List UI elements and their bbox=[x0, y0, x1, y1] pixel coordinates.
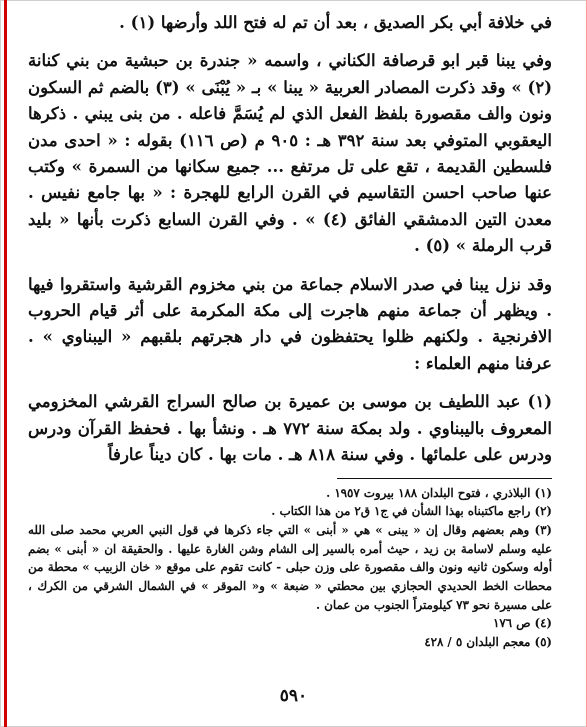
footnote-1: (١) البلاذري ، فتوح البلدان ١٨٨ بيروت ١٩٥٧ . bbox=[326, 485, 552, 500]
document-page bbox=[28, 10, 552, 652]
paragraph-1: في خلافة أبي بكر الصديق ، بعد أن تم له فتح اللد وأرضها (١) . bbox=[119, 13, 552, 32]
page-number: ٥٩٠ bbox=[279, 686, 308, 706]
footnote-5: (٥) معجم البلدان ٥ / ٤٢٨ bbox=[424, 635, 552, 650]
paragraph-3: وقد نزل يبنا في صدر الاسلام جماعة من بني مخزوم القرشية واستقروا فيها . ويظهر أن جماعة منهم هاجرت إلى مكة المكرمة على أثر قيام الحروب الافرنجية . ولكنهم ظلوا يحتفظون في دار هجرتهم بلقبهم « اليبناوي » . عرفنا منهم العلماء : bbox=[28, 274, 552, 373]
main-text bbox=[28, 10, 552, 469]
footnote-2: (٢) راجع ماكتبناه بهذا الشأن في ج١ ق٢ من هذا الكتاب . bbox=[271, 504, 552, 519]
paragraph-2: وفي يبنا قبر ابو قرصافة الكناني ، واسمه « جندرة بن حبشية من بني كنانة (٢) » وقد ذكرت المصادر العربية « يبنا » بـ « يُبْنَى » (٣) بالضم ثم السكون ونون والف مقصورة بلفظ الفعل الذي لم يُسَمَّ فاعله . من بنى يبني . ذكرها اليعقوبي المتوفي بعد سنة ٣٩٢ هـ : ٩٠٥ م (ص ١١٦) بقوله : « احدى مدن فلسطين القديمة ، تقع على تل مرتفع ... جميع سكانها من السمرة » وكتب عنها صاحب احسن التقاسيم في القرن الرابع للهجرة : « بها جامع نفيس . معدن التين الدمشقي الفائق (٤) » . وفي القرن السابع ذكرت بأنها « بليد قرب الرملة » (٥) . bbox=[28, 51, 552, 256]
footnote-3: (٣) وهم بعضهم وقال إن « يبنى » هي « أبنى » التي جاء ذكرها في قول النبي العربي محمد صلى الله عليه وسلم لاسامة بن زيد ، حيث أمره بالسير إلى الشام وشن الغارة عليها . والحقيقة ان « أبنى » بضم أوله وسكون ثانيه ونون والف مقصورة على وزن حبلى - كانت تقوم على موقع « خان الزبيب » محطة من محطات الخط الحديدي الحجازي بين محطتي « ضبعة » و« الموقر » في الشمال الشرقي من الكرك ، على مسيرة نحو ٧٣ كيلومتراً الجنوب من عمان . bbox=[28, 522, 552, 612]
window-edge-left bbox=[4, 0, 7, 727]
footnote-4: (٤) ص ١٧٦ bbox=[492, 616, 552, 631]
footnote-separator bbox=[337, 478, 552, 479]
footnotes bbox=[28, 484, 552, 652]
paragraph-4: (١) عبد اللطيف بن موسى بن عميرة بن صالح السراج القرشي المخزومي المعروف باليبناوي . ولد بمكة سنة ٧٧٢ هـ . ونشأ بها . فحفظ القرآن ودرس ودرس على علمائها . وفي سنة ٨١٨ هـ . مات بها . كان ديناً عارفاً bbox=[28, 392, 553, 465]
